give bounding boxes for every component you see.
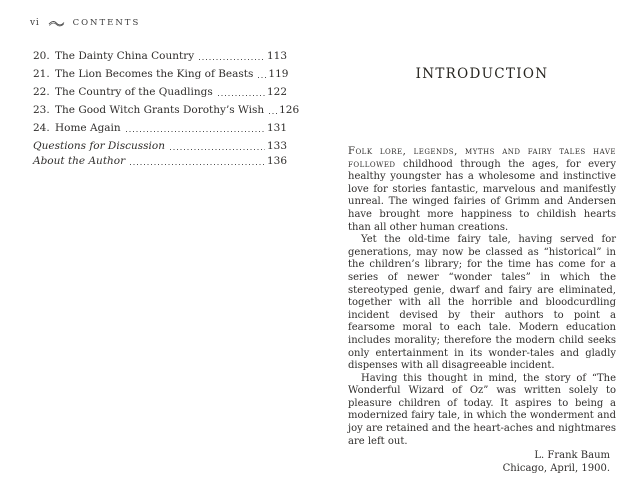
toc-entry-page: 126 [279, 104, 300, 116]
dot-leader [256, 68, 268, 80]
toc-entry-page: 133 [266, 140, 287, 152]
swash-ornament-icon [48, 20, 65, 27]
toc-entry [33, 50, 287, 62]
paragraph-text: childhood through the ages, for every healthy youngster has a wholesome and instinctive love for stories fantastic, marvelous and manifestly unreal. The winged fairies of Grimm and Andersen have brought more happiness to childish hearts than all other human creations. [348, 158, 616, 233]
introduction-text [348, 146, 616, 476]
dot-leader [267, 104, 279, 116]
toc-entry-page: 119 [268, 68, 289, 80]
toc-entry-page: 131 [266, 122, 287, 134]
toc-entry [33, 104, 300, 116]
toc-entry-number: 20. [33, 50, 50, 62]
toc-entry-title: Home Again [55, 122, 121, 134]
toc-entry [33, 68, 287, 80]
running-header [30, 18, 140, 28]
dot-leader [124, 122, 267, 134]
intro-paragraph: Having this thought in mind, the story of “The Wonderful Wizard of Oz” was written solely to pleasure children of today. It aspires to being a modernized fairy tale, in which the wonderment and joy are retained and the heart-aches and nightmares are left out. [348, 372, 616, 447]
table-of-contents [33, 50, 300, 170]
toc-entry [33, 86, 287, 98]
toc-entry-title: About the Author [33, 155, 126, 167]
signature-author: L. Frank Baum [534, 450, 610, 462]
toc-entry-page: 136 [266, 155, 287, 167]
intro-paragraph [348, 146, 616, 234]
toc-entry [33, 122, 287, 134]
dot-leader [197, 50, 267, 62]
folio-page-number: vi [30, 18, 40, 28]
toc-entry-title: The Dainty China Country [55, 50, 195, 62]
intro-paragraph: Yet the old-time fairy tale, having served for generations, may now be classed as “historical” in the children’s library; for the time has come for a series of newer “wonder tales” in which the stereotyped genie, dwarf and fairy are eliminated, together with all the horrible and bloodcurdling incident devised by their authors to point a fearsome moral to each tale. Modern education includes morality; therefore the modern child seeks only entertainment in its wonder-tales and gladly dispenses with all disagreeable incident. [348, 234, 616, 372]
dot-leader [128, 155, 267, 167]
chapter-heading: INTRODUCTION [415, 66, 549, 82]
dot-leader [216, 86, 267, 98]
toc-entry-title: The Country of the Quadlings [55, 86, 213, 98]
toc-entry-title: The Good Witch Grants Dorothy’s Wish [55, 104, 265, 116]
small-caps-lead: Folk lore, legends, myths and fairy tales have followed [348, 146, 616, 170]
toc-entry [33, 155, 287, 167]
running-header-title: CONTENTS [72, 18, 141, 28]
toc-entry-number: 21. [33, 68, 50, 80]
toc-entry-number: 22. [33, 86, 50, 98]
dot-leader [168, 140, 267, 152]
toc-entry-title: The Lion Becomes the King of Beasts [55, 68, 254, 80]
signature-block [348, 449, 616, 475]
signature-place-date: Chicago, April, 1900. [502, 463, 610, 475]
toc-entry [33, 140, 287, 152]
toc-entry-page: 122 [266, 86, 287, 98]
toc-entry-page: 113 [266, 50, 287, 62]
toc-entry-number: 23. [33, 104, 50, 116]
toc-entry-number: 24. [33, 122, 50, 134]
toc-entry-title: Questions for Discussion [33, 140, 165, 152]
